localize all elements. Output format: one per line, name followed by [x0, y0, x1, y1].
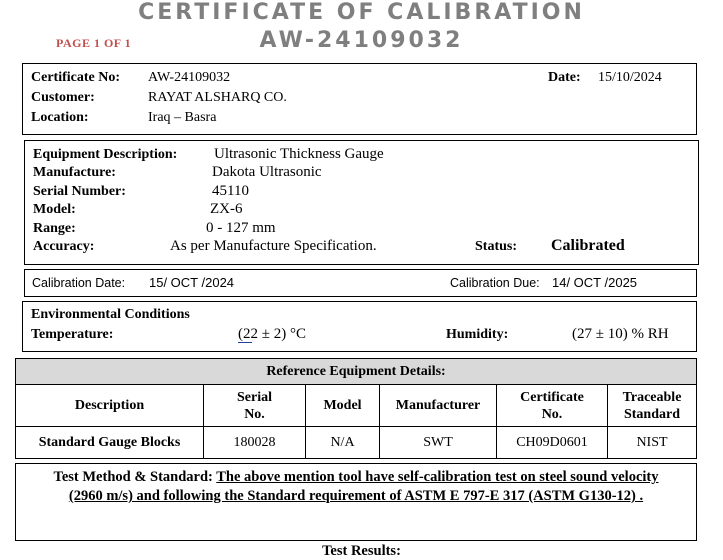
test-method-label: Test Method & Standard:	[53, 469, 213, 485]
test-method-box	[15, 463, 697, 541]
manufacture-value: Dakota Ultrasonic	[212, 164, 322, 180]
calibration-date-value: 15/ OCT /2024	[149, 275, 235, 290]
row-traceable-standard: NIST	[608, 427, 697, 459]
test-results-heading: Test Results:	[322, 543, 401, 559]
certificate-title: CERTIFICATE OF CALIBRATION	[138, 0, 585, 25]
calibration-date-label: Calibration Date:	[32, 276, 126, 290]
status-value: Calibrated	[551, 237, 625, 254]
row-description: Standard Gauge Blocks	[16, 427, 204, 459]
row-manufacturer: SWT	[380, 427, 497, 459]
accuracy-value: As per Manufacture Specification.	[170, 238, 377, 254]
certificate-code: AW-24109032	[259, 28, 464, 53]
column-header-traceable-standard	[608, 385, 697, 427]
equipment-desc-value: Ultrasonic Thickness Gauge	[214, 146, 384, 162]
test-method-text: The above mention tool have self-calibration test on steel sound velocity (2960 m/s) and following the Standard requirement of ASTM E 797-E 317 (ASTM G130-12) .	[68, 469, 659, 504]
manufacture-label: Manufacture:	[33, 165, 116, 180]
certificate-no-header-text: Certificate No.	[520, 389, 584, 422]
calibration-due-value: 14/ OCT /2025	[552, 275, 638, 290]
cert-info-box	[22, 63, 697, 135]
cert-no-label: Certificate No:	[31, 70, 121, 85]
column-header-model: Model	[306, 385, 380, 427]
serial-no-header-text: Serial No.	[237, 389, 272, 422]
model-label: Model:	[33, 202, 76, 217]
humidity-label: Humidity:	[446, 327, 509, 342]
column-header-certificate-no	[497, 385, 608, 427]
page-label: PAGE 1 OF 1	[56, 36, 132, 50]
traceable-standard-header-text: Traceable Standard	[622, 389, 682, 422]
temperature-value: (22 ± 2) °C	[238, 326, 306, 342]
cert-no-value: AW-24109032	[148, 70, 231, 85]
serial-number-label: Serial Number:	[33, 184, 126, 199]
location-label: Location:	[31, 110, 89, 125]
row-model: N/A	[306, 427, 380, 459]
date-value: 15/10/2024	[598, 70, 662, 85]
calibration-due-label: Calibration Due:	[450, 276, 540, 290]
column-header-description: Description	[16, 385, 204, 427]
status-label: Status:	[475, 239, 518, 254]
reference-table-title-row	[16, 359, 697, 385]
temperature-underline	[238, 342, 252, 343]
table-row	[16, 427, 697, 459]
reference-table-title: Reference Equipment Details:	[16, 359, 697, 385]
model-value: ZX-6	[210, 201, 243, 217]
environment-heading: Environmental Conditions	[31, 307, 190, 322]
row-certificate-no: CH09D0601	[497, 427, 608, 459]
temperature-label: Temperature:	[31, 327, 114, 342]
reference-equipment-table	[15, 358, 697, 459]
humidity-value: (27 ± 10) % RH	[572, 326, 669, 342]
column-header-serial-no	[204, 385, 306, 427]
serial-number-value: 45110	[212, 183, 249, 199]
customer-label: Customer:	[31, 90, 95, 105]
equipment-desc-label: Equipment Description:	[33, 147, 178, 162]
reference-table-header-row	[16, 385, 697, 427]
date-label: Date:	[548, 70, 581, 85]
range-value: 0 - 127 mm	[206, 220, 276, 236]
column-header-manufacturer: Manufacturer	[380, 385, 497, 427]
customer-value: RAYAT ALSHARQ CO.	[148, 90, 287, 105]
range-label: Range:	[33, 221, 76, 236]
accuracy-label: Accuracy:	[33, 239, 95, 254]
location-value: Iraq – Basra	[148, 110, 217, 125]
row-serial-no: 180028	[204, 427, 306, 459]
